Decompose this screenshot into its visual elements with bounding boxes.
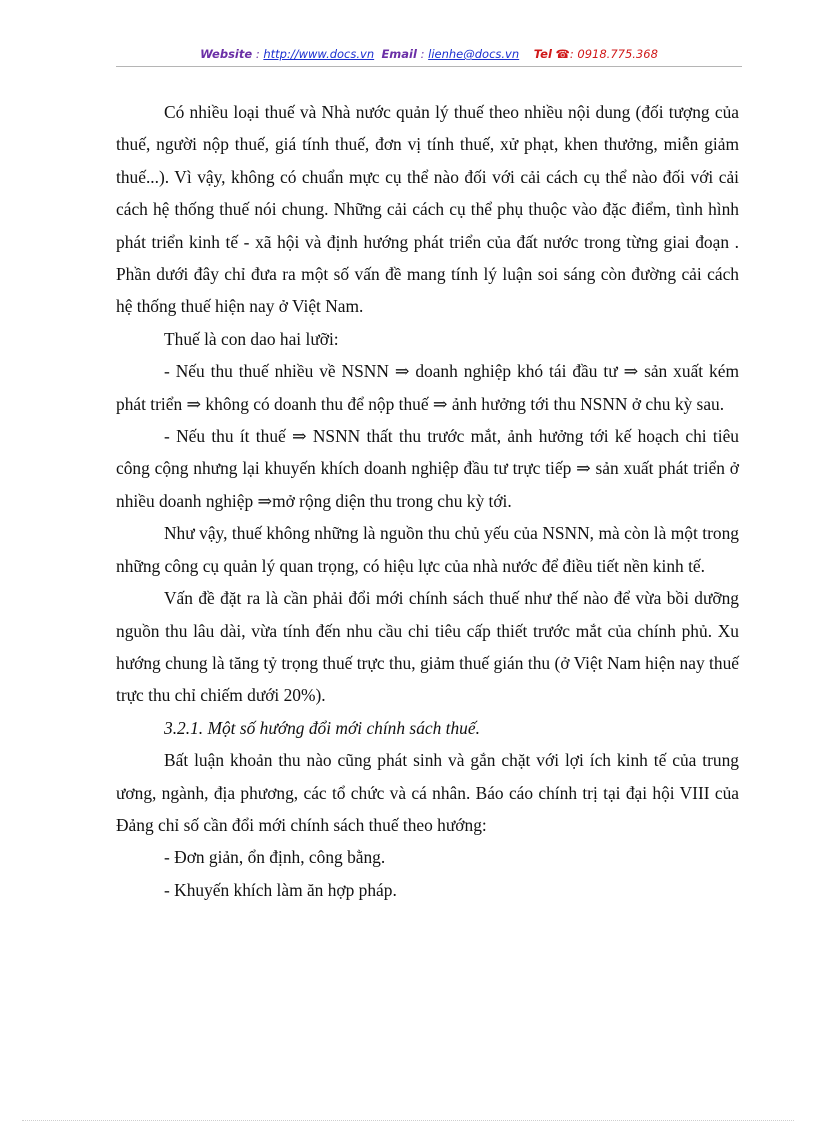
phone-icon: ☎: [555, 47, 570, 61]
tel-value: : 0918.775.368: [569, 47, 658, 61]
paragraph-6: Vấn đề đặt ra là cần phải đổi mới chính sách thuế như thế nào để vừa bồi dưỡng nguồn thu lâu dài, vừa tính đến nhu cầu chi tiêu cấp thiết trước mắt của chính phủ. Xu hướng chung là tăng tỷ trọng thuế trực thu, giảm thuế gián thu (ở Việt Nam hiện nay thuế trực thu chỉ chiếm dưới 20%).: [116, 588, 739, 706]
paragraph-4: - Nếu thu ít thuế ⇒ NSNN thất thu trước mắt, ảnh hưởng tới kế hoạch chi tiêu công cộng nhưng lại khuyến khích doanh nghiệp đầu tư trực tiếp ⇒ sản xuất phát triển ở nhiều doanh nghiệp ⇒mở rộng diện thu trong chu kỳ tới.: [116, 426, 739, 511]
website-link[interactable]: http://www.docs.vn: [263, 47, 375, 61]
website-separator: :: [252, 47, 264, 61]
paragraph-3: - Nếu thu thuế nhiều về NSNN ⇒ doanh nghiệp khó tái đầu tư ⇒ sản xuất kém phát triển ⇒ không có doanh thu để nộp thuế ⇒ ảnh hưởng tới thu NSNN ở chu kỳ sau.: [116, 361, 739, 414]
website-label: Website: [200, 47, 253, 61]
paragraph-7: Bất luận khoản thu nào cũng phát sinh và gắn chặt với lợi ích kinh tế của trung ương, ngành, địa phương, các tổ chức và cá nhân. Báo cáo chính trị tại đại hội VIII của Đảng chỉ số cần đổi mới chính sách thuế theo hướng:: [116, 750, 739, 835]
page-header: [116, 47, 742, 61]
section-heading: 3.2.1. Một số hướng đổi mới chính sách thuế.: [164, 717, 480, 738]
tel-label: Tel: [533, 47, 552, 61]
paragraph-9: - Khuyến khích làm ăn hợp pháp.: [164, 879, 397, 900]
email-label: Email: [381, 47, 417, 61]
header-divider: [116, 66, 742, 67]
document-body: [116, 96, 739, 906]
email-link[interactable]: lienhe@docs.vn: [428, 47, 520, 61]
page-bottom-border: [22, 1120, 794, 1121]
paragraph-1: Có nhiều loại thuế và Nhà nước quản lý thuế theo nhiều nội dung (đối tượng của thuế, người nộp thuế, giá tính thuế, đơn vị tính thuế, xử phạt, khen thưởng, miễn giảm thuế...). Vì vậy, không có chuẩn mực cụ thể nào đối với cải cách cụ thể nào đối với cải cách hệ thống thuế nói chung. Những cải cách cụ thể phụ thuộc vào đặc điểm, tình hình phát triển kinh tế - xã hội và định hướng phát triển của đất nước trong từng giai đoạn . Phần dưới đây chỉ đưa ra một số vấn đề mang tính lý luận soi sáng còn đường cải cách hệ thống thuế hiện nay ở Việt Nam.: [116, 102, 739, 317]
paragraph-5: Như vậy, thuế không những là nguồn thu chủ yếu của NSNN, mà còn là một trong những công cụ quản lý quan trọng, có hiệu lực của nhà nước để điều tiết nền kinh tế.: [116, 523, 739, 576]
paragraph-8: - Đơn giản, ổn định, công bằng.: [164, 847, 386, 868]
paragraph-2: Thuế là con dao hai lưỡi:: [164, 328, 339, 349]
email-separator: :: [416, 47, 429, 61]
